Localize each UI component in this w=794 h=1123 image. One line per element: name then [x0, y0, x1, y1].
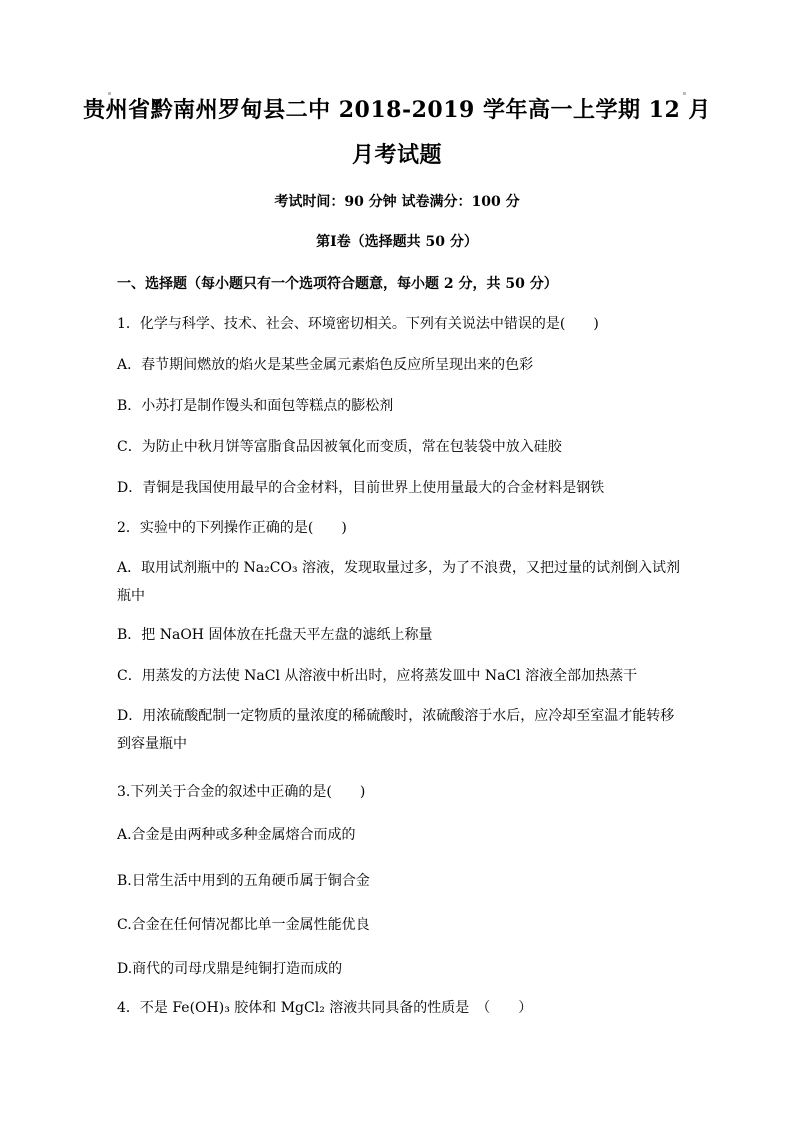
part-title: 第Ⅰ卷（选择题共 50 分）	[316, 234, 478, 250]
question-1-stem: 1．化学与科学、技术、社会、环境密切相关。下列有关说法中错误的是( )	[117, 316, 599, 332]
question-1-option-b: B．小苏打是制作馒头和面包等糕点的膨松剂	[117, 398, 394, 414]
question-3-option-c: C.合金在任何情况都比单一金属性能优良	[117, 917, 370, 933]
question-2-option-a: A．取用试剂瓶中的 Na₂CO₃ 溶液，发现取量过多，为了不浪费，又把过量的试剂倒入试剂瓶中	[117, 560, 681, 604]
question-4-stem: 4．不是 Fe(OH)₃ 胶体和 MgCl₂ 溶液共同具备的性质是 （ ）	[117, 1000, 533, 1016]
section-heading: 一、选择题（每小题只有一个选项符合题意，每小题 2 分，共 50 分）	[117, 276, 558, 292]
corner-mark	[108, 92, 111, 95]
question-2-option-b: B．把 NaOH 固体放在托盘天平左盘的滤纸上称量	[117, 627, 433, 643]
question-3-option-b: B.日常生活中用到的五角硬币属于铜合金	[117, 873, 370, 889]
question-3-stem: 3.下列关于合金的叙述中正确的是( )	[117, 784, 366, 800]
question-3-option-a: A.合金是由两种或多种金属熔合而成的	[117, 827, 356, 843]
document-title-line-2: 月考试题	[351, 142, 442, 168]
question-1-option-d: D．青铜是我国使用最早的合金材料，目前世界上使用量最大的合金材料是钢铁	[117, 480, 605, 496]
question-2-option-c: C．用蒸发的方法使 NaCl 从溶液中析出时，应将蒸发皿中 NaCl 溶液全部加热蒸干	[117, 668, 638, 684]
question-2-option-d: D．用浓硫酸配制一定物质的量浓度的稀硫酸时，浓硫酸溶于水后，应冷却至室温才能转移到容量瓶中	[117, 708, 675, 752]
question-3-option-d: D.商代的司母戊鼎是纯铜打造而成的	[117, 961, 343, 977]
exam-info: 考试时间：90 分钟 试卷满分：100 分	[274, 194, 520, 210]
question-1-option-a: A．春节期间燃放的焰火是某些金属元素焰色反应所呈现出来的色彩	[117, 357, 534, 373]
question-2-stem: 2．实验中的下列操作正确的是( )	[117, 520, 347, 536]
document-title-line-1: 贵州省黔南州罗甸县二中 2018-2019 学年高一上学期 12 月	[83, 97, 711, 123]
question-1-option-c: C．为防止中秋月饼等富脂食品因被氧化而变质，常在包装袋中放入硅胶	[117, 439, 562, 455]
corner-mark	[683, 92, 686, 95]
